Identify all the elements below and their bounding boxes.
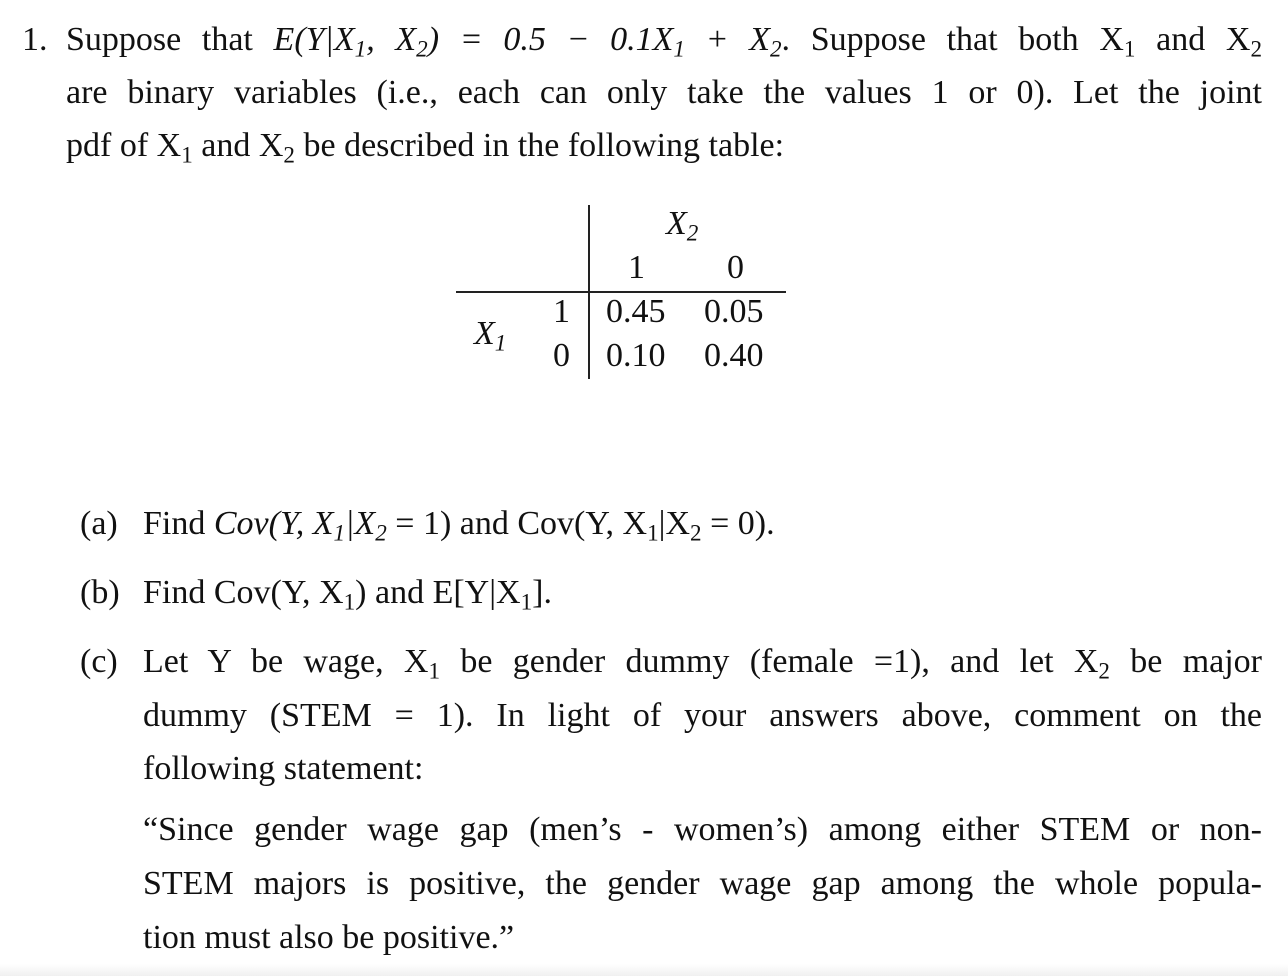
row-label-0: 0 [553,337,570,374]
statement-line-3: tion must also be positive.” [143,919,515,956]
cell-x1-1-x2-0: 0.05 [704,293,764,330]
intro-line-2: are binary variables (i.e., each can only take the values 1 or 0). Let the joint [66,74,1262,111]
cell-x1-0-x2-0: 0.40 [704,337,764,374]
part-c-line-1: Let Y be wage, $X_1$ be gender dummy (female =1), and let $X_2$ be major [143,643,1262,685]
part-b-label: (b) [80,574,120,611]
equation-conditional-expectation: $E(Y|X_1$, $X_2) = 0.5 - 0.1X_1 + X_2$ [273,21,782,63]
part-c-line-2: dummy (STEM = 1). In light of your answers above, comment on the [143,697,1262,734]
column-variable-label: $X_2$ [666,205,699,247]
statement-line-1: “Since gender wage gap (men’s - women’s) among either STEM or non- [143,811,1262,848]
statement-line-2: STEM majors is positive, the gender wage gap among the whole popula- [143,865,1262,902]
table-horizontal-rule [456,291,786,293]
part-c-label: (c) [80,643,118,680]
row-variable-label: $X_1$ [474,315,507,357]
part-a-text: Find Cov(Y, $X_1|X_2 = 1$) and Cov(Y, $X_1|X_2 = 0$). [143,505,775,547]
column-header-0: 0 [727,249,744,286]
intro-line-3: pdf of $X_1$ and $X_2$ be described in the following table: [66,127,785,169]
intro-line-1: Suppose that $E(Y|X_1$, $X_2) = 0.5 - 0.1X_1 + X_2$. Suppose that both $X_1$ and $X_2$ [66,21,1262,63]
page-bottom-edge [0,964,1288,976]
part-a-label: (a) [80,505,118,542]
part-c-line-3: following statement: [143,750,424,787]
row-label-1: 1 [553,293,570,330]
column-header-1: 1 [628,249,645,286]
question-number: 1. [22,21,48,58]
part-b-text: Find Cov(Y, $X_1$) and $E[Y|X_1]$. [143,574,552,616]
cell-x1-1-x2-1: 0.45 [606,293,666,330]
cell-x1-0-x2-1: 0.10 [606,337,666,374]
